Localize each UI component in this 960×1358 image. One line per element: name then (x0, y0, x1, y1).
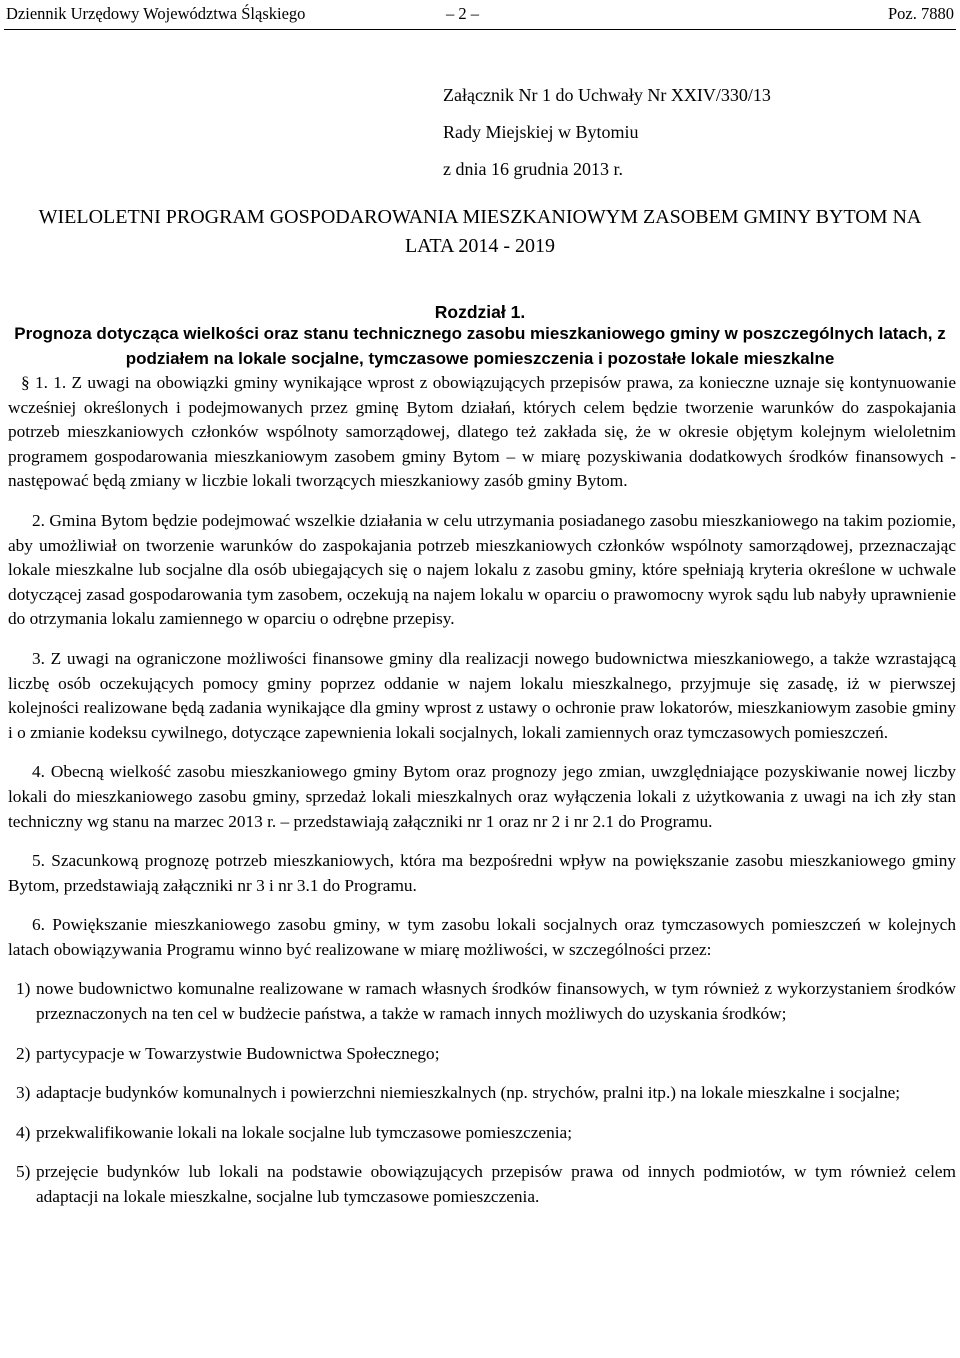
list-item-number: 5) (16, 1162, 31, 1182)
header-rule (4, 29, 956, 30)
paragraph-6: 6. Powiększanie mieszkaniowego zasobu gminy, w tym zasobu lokali socjalnych oraz tymczasowych pomieszczeń w kolejnych latach obowiązywania Programu winno być realizowane w miarę możliwości, w szczególności przez: (8, 915, 956, 959)
list-item (8, 1081, 956, 1106)
attachment-line-2: Rady Miejskiej w Bytomiu (443, 122, 639, 142)
list-item-text: adaptacje budynków komunalnych i powierzchni niemieszkalnych (np. strychów, pralni itp.) na lokale mieszkalne i socjalne; (36, 1083, 901, 1103)
journal-name: Dziennik Urzędowy Województwa Śląskiego (6, 4, 306, 23)
list-item-text: przekwalifikowanie lokali na lokale socjalne lub tymczasowe pomieszczenia; (36, 1122, 572, 1142)
list-item-number: 3) (16, 1083, 31, 1103)
paragraph-3: 3. Z uwagi na ograniczone możliwości finansowe gminy dla realizacji nowego budownictwa mieszkaniowego, a także wzrastającą liczbę osób oczekujących pomocy gminy poprzez oddanie w najem lokalu mieszkalnego, przyjmuje się zasadę, iż w pierwszej kolejności realizowane będą zadania wynikające dla gminy wprost z ustawy o ochronie praw lokatorów, mieszkaniowym zasobie gminy i o zmianie kodeksu cywilnego, dotyczące zapewnienia lokali socjalnych, lokali zamiennych oraz tymczasowych pomieszczeń. (8, 648, 956, 742)
paragraph-4: 4. Obecną wielkość zasobu mieszkaniowego gminy Bytom oraz prognozy jego zmian, uwzględniające pozyskiwanie nowej liczby lokali do mieszkaniowego zasobu gminy, sprzedaż lokali mieszkalnych oraz wyłączenia lokali z użytkowania z uwagi na ich zły stan techniczny wg stanu na marzec 2013 r. – przedstawiają załączniki nr 1 oraz nr 2 i nr 2.1 do Programu. (8, 762, 956, 831)
paragraph-2: 2. Gmina Bytom będzie podejmować wszelkie działania w celu utrzymania posiadanego zasobu mieszkaniowego na takim poziomie, aby umożliwiał on tworzenie warunków do zaspokajania potrzeb mieszkaniowych członków wspólnoty samorządowej, przeznaczając lokale mieszkalne lub socjalne dla osób ubiegających się o najem lokalu z zasobu gminy, które spełniają kryteria określone w uchwale dotyczącej zasad gospodarowania tym zasobem, oczekują na najem lokalu w oparciu o prawomocny wyrok sądu lub nabyły uprawnienie do otrzymania lokalu zamiennego w oparciu o odrębne przepisy. (8, 510, 956, 629)
list-item-text: przejęcie budynków lub lokali na podstawie obowiązujących przepisów prawa od innych podmiotów, w tym również celem adaptacji na lokale mieszkalne, socjalne lub tymczasowe pomieszczenia. (36, 1162, 956, 1207)
chapter-title: Prognoza dotycząca wielkości oraz stanu technicznego zasobu mieszkaniowego gminy w poszczególnych latach, z podziałem na lokale socjalne, tymczasowe pomieszczenia i pozostałe lokale mieszkalne (14, 324, 946, 368)
list-item-number: 1) (16, 979, 31, 999)
paragraph-1: § 1. 1. Z uwagi na obowiązki gminy wynikające wprost z obowiązujących przepisów prawa, za konieczne uznaje się kontynuowanie wcześniej określonych i podejmowanych przez gminę Bytom działań, których celem będzie tworzenie warunków do zaspokajania potrzeb mieszkaniowych członków wspólnoty samorządowej, dlatego też zakłada się, że w okresie objętym kolejnym wieloletnim programem gospodarowania mieszkaniowym zasobem gminy Bytom – w miarę pozyskiwania dodatkowych środków finansowych - następować będą zmiany w liczbie lokali tworzących mieszkaniowy zasób gminy Bytom. (8, 373, 956, 491)
list-item (8, 1042, 956, 1067)
measures-list (8, 977, 956, 1209)
list-item-text: partycypacje w Towarzystwie Budownictwa Społecznego; (36, 1043, 440, 1063)
document-title: WIELOLETNI PROGRAM GOSPODAROWANIA MIESZKANIOWYM ZASOBEM GMINY BYTOM NA LATA 2014 - 2019 (38, 206, 922, 257)
paragraph-5: 5. Szacunkową prognozę potrzeb mieszkaniowych, która ma bezpośredni wpływ na powiększanie zasobu mieszkaniowego gminy Bytom, przedstawiają załączniki nr 3 i nr 3.1 do Programu. (8, 851, 956, 895)
list-item (8, 977, 956, 1026)
list-item-number: 2) (16, 1043, 31, 1063)
list-item (8, 1121, 956, 1146)
attachment-line-3: z dnia 16 grudnia 2013 r. (443, 159, 623, 179)
document-body (8, 371, 956, 1225)
page-number: – 2 – (446, 4, 479, 23)
list-item-text: nowe budownictwo komunalne realizowane w ramach własnych środków finansowych, w tym również z wykorzystaniem środków przeznaczonych na ten cel w budżecie państwa, a także w ramach innych możliwych do uzyskania środków; (36, 979, 956, 1024)
chapter-number: Rozdział 1. (434, 302, 526, 322)
attachment-line-1: Załącznik Nr 1 do Uchwały Nr XXIV/330/13 (443, 85, 771, 105)
running-header (6, 3, 954, 25)
list-item-number: 4) (16, 1122, 31, 1142)
item-number: Poz. 7880 (888, 4, 954, 23)
list-item (8, 1160, 956, 1209)
